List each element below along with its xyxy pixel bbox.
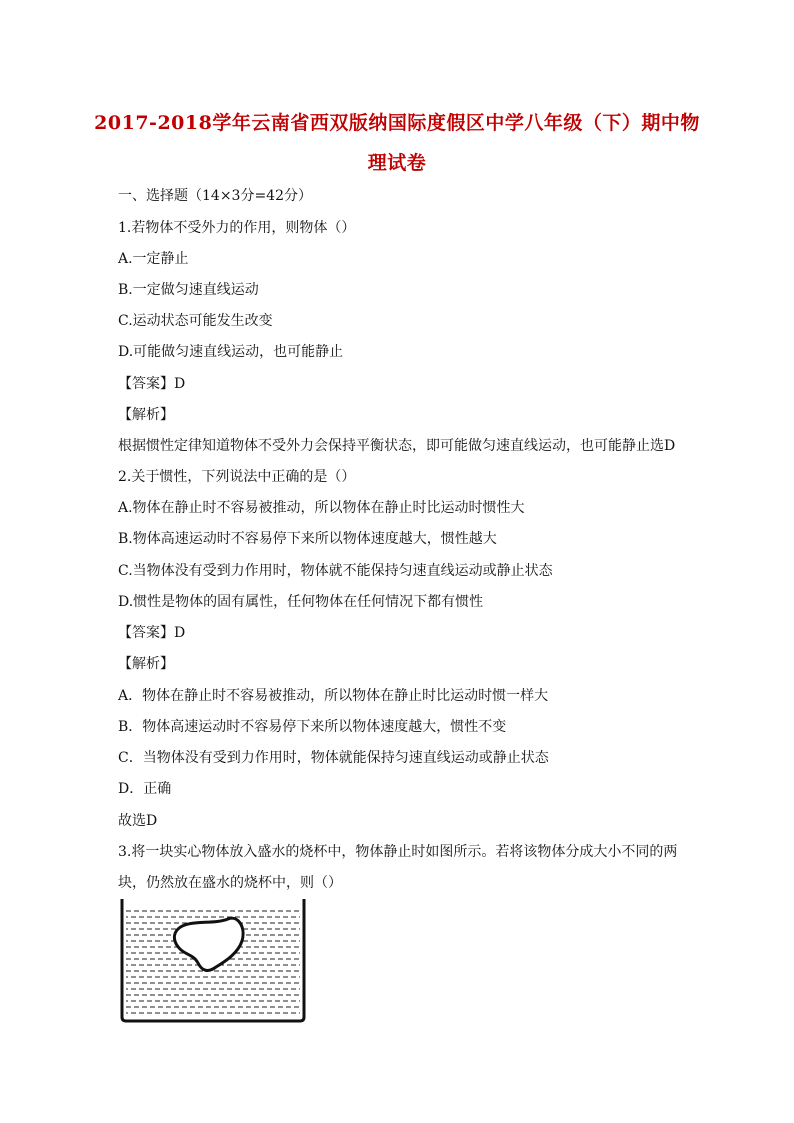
q1-option-b: B.一定做匀速直线运动 xyxy=(118,282,259,298)
q3-stem-line-2: 块，仍然放在盛水的烧杯中，则（） xyxy=(118,875,342,891)
q1-stem: 1.若物体不受外力的作用，则物体（） xyxy=(118,220,356,236)
page-title-line-1: 2017-2018学年云南省西双版纳国际度假区中学八年级（下）期中物 xyxy=(94,112,700,134)
q2-analysis-c: C．当物体没有受到力作用时，物体就能保持匀速直线运动或静止状态 xyxy=(118,750,549,766)
q2-option-a: A.物体在静止时不容易被推动，所以物体在静止时比运动时惯性大 xyxy=(118,500,525,516)
q2-analysis-d: D．正确 xyxy=(118,781,172,797)
q2-conclusion: 故选D xyxy=(118,813,158,829)
beaker-figure xyxy=(118,897,308,1025)
q2-stem: 2.关于惯性，下列说法中正确的是（） xyxy=(118,469,356,485)
q2-option-b: B.物体高速运动时不容易停下来所以物体速度越大，惯性越大 xyxy=(118,531,497,547)
q2-analysis-a: A．物体在静止时不容易被推动，所以物体在静止时比运动时惯一样大 xyxy=(118,688,549,704)
q1-option-a: A.一定静止 xyxy=(118,251,189,267)
q1-answer: 【答案】D xyxy=(118,376,186,392)
solid-object xyxy=(174,918,243,970)
q2-answer: 【答案】D xyxy=(118,625,186,641)
q1-option-d: D.可能做匀速直线运动，也可能静止 xyxy=(118,344,344,360)
q1-analysis: 根据惯性定律知道物体不受外力会保持平衡状态，即可能做匀速直线运动，也可能静止选D xyxy=(118,438,676,454)
q2-analysis-b: B．物体高速运动时不容易停下来所以物体速度越大，惯性不变 xyxy=(118,719,507,735)
section-heading: 一、选择题（14×3分=42分） xyxy=(118,188,312,204)
q2-option-c: C.当物体没有受到力作用时，物体就不能保持匀速直线运动或静止状态 xyxy=(118,563,553,579)
q3-stem-line-1: 3.将一块实心物体放入盛水的烧杯中，物体静止时如图所示。若将该物体分成大小不同的两 xyxy=(118,844,678,860)
q1-option-c: C.运动状态可能发生改变 xyxy=(118,313,273,329)
q1-analysis-label: 【解析】 xyxy=(118,407,174,423)
q2-option-d: D.惯性是物体的固有属性，任何物体在任何情况下都有惯性 xyxy=(118,594,484,610)
page-title-line-2: 理试卷 xyxy=(367,152,427,174)
q2-analysis-label: 【解析】 xyxy=(118,656,174,672)
